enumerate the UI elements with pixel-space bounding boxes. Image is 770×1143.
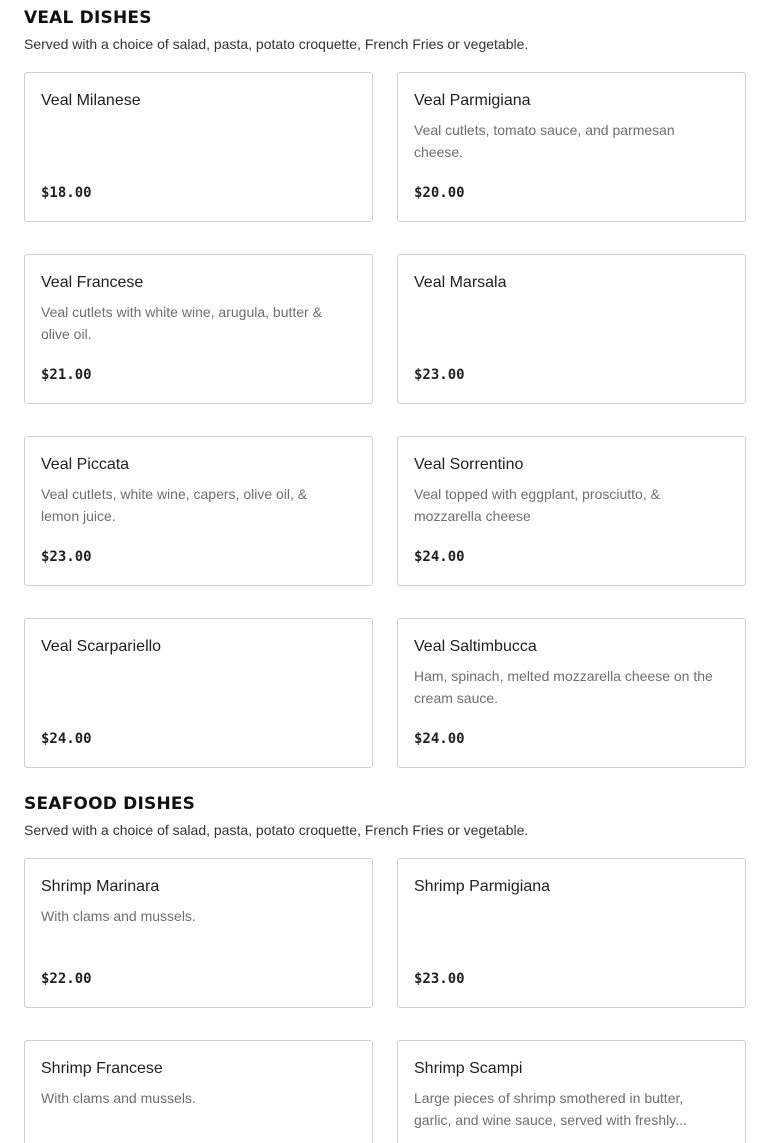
- item-name: Shrimp Francese: [41, 1060, 163, 1077]
- section-title: VEAL DISHES: [24, 8, 152, 28]
- menu-item-card[interactable]: [24, 1040, 373, 1143]
- item-name: Veal Piccata: [41, 456, 130, 473]
- item-name: Veal Parmigiana: [414, 92, 531, 109]
- item-price: $24.00: [414, 549, 465, 565]
- item-price: $24.00: [41, 731, 92, 747]
- item-price: $24.00: [414, 731, 465, 747]
- menu-item-card[interactable]: [397, 72, 746, 222]
- section-subtitle: Served with a choice of salad, pasta, potato croquette, French Fries or vegetable.: [24, 822, 529, 838]
- item-description: Veal cutlets, tomato sauce, and parmesan cheese.: [414, 122, 675, 160]
- item-name: Veal Saltimbucca: [414, 638, 537, 655]
- item-price: $23.00: [414, 367, 465, 383]
- menu-item-card[interactable]: [397, 858, 746, 1008]
- item-name: Veal Marsala: [414, 274, 507, 291]
- menu-item-card[interactable]: [24, 72, 373, 222]
- item-name: Shrimp Marinara: [41, 878, 160, 895]
- item-name: Veal Francese: [41, 274, 144, 291]
- item-price: $23.00: [41, 549, 92, 565]
- item-description: Veal cutlets, white wine, capers, olive oil, & lemon juice.: [41, 486, 308, 524]
- item-description: With clams and mussels.: [41, 1090, 196, 1106]
- seafood-section: [24, 794, 746, 1128]
- item-name: Shrimp Parmigiana: [414, 878, 551, 895]
- item-description: Ham, spinach, melted mozzarella cheese on the cream sauce.: [414, 668, 713, 706]
- item-description: With clams and mussels.: [41, 908, 196, 924]
- menu-item-card[interactable]: [397, 618, 746, 768]
- item-price: $22.00: [41, 971, 92, 987]
- menu-item-card[interactable]: [24, 254, 373, 404]
- item-name: Veal Milanese: [41, 92, 141, 109]
- item-price: $21.00: [41, 367, 92, 383]
- item-description: Large pieces of shrimp smothered in butter, garlic, and wine sauce, served with freshly...: [414, 1090, 687, 1128]
- menu-item-card[interactable]: [397, 254, 746, 404]
- section-title: SEAFOOD DISHES: [24, 794, 196, 814]
- item-description: Veal topped with eggplant, prosciutto, & mozzarella cheese: [414, 486, 660, 524]
- section-subtitle: Served with a choice of salad, pasta, potato croquette, French Fries or vegetable.: [24, 36, 529, 52]
- menu-item-card[interactable]: [397, 436, 746, 586]
- menu-item-card[interactable]: [24, 858, 373, 1008]
- menu-item-card[interactable]: [397, 1040, 746, 1143]
- item-name: Veal Sorrentino: [414, 456, 524, 473]
- item-price: $18.00: [41, 185, 92, 201]
- item-name: Veal Scarpariello: [41, 638, 162, 655]
- veal-section: [24, 8, 746, 747]
- menu-item-card[interactable]: [24, 618, 373, 768]
- item-description: Veal cutlets with white wine, arugula, butter & olive oil.: [41, 304, 322, 342]
- menu-item-card[interactable]: [24, 436, 373, 586]
- item-name: Shrimp Scampi: [414, 1060, 523, 1077]
- item-price: $23.00: [414, 971, 465, 987]
- item-price: $20.00: [414, 185, 465, 201]
